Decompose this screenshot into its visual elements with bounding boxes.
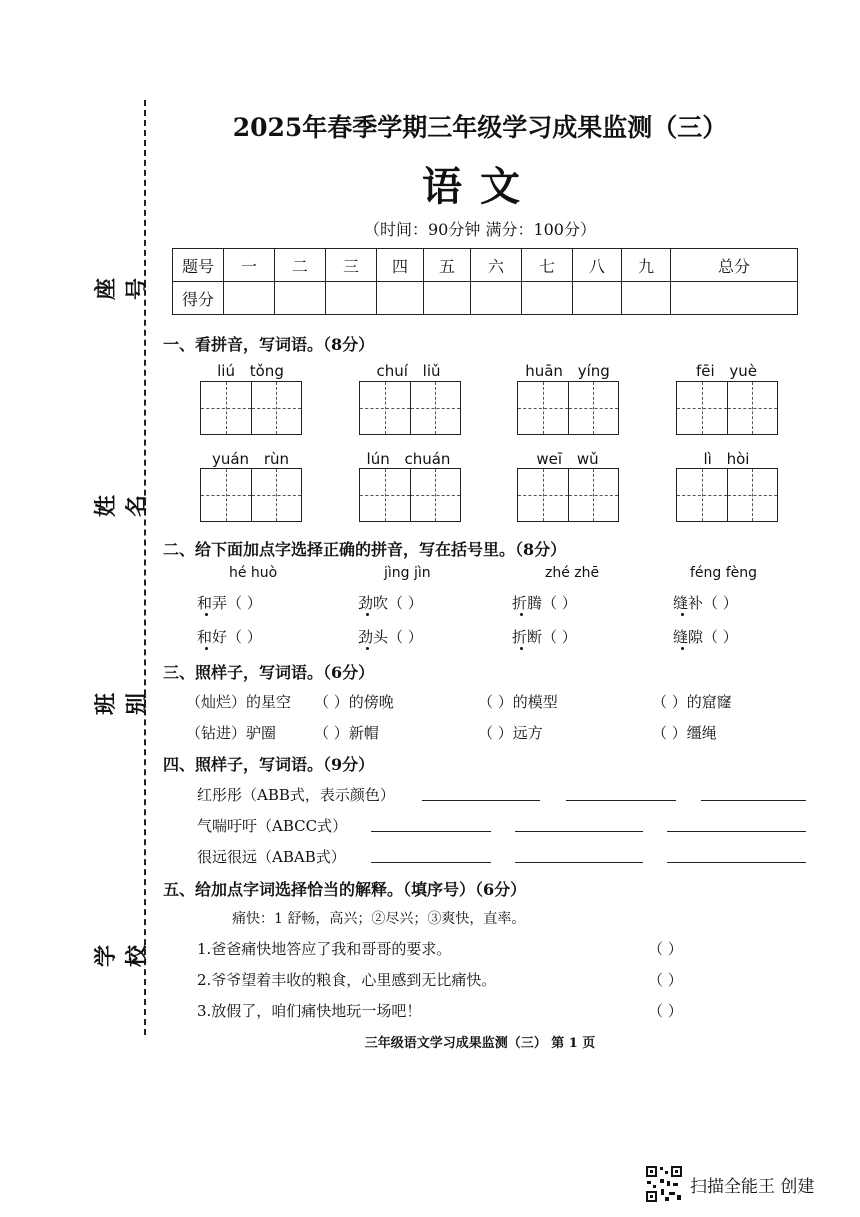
score-cell[interactable] bbox=[424, 282, 471, 315]
score-header-cell: 题号 bbox=[173, 249, 224, 282]
answer-line[interactable] bbox=[371, 831, 491, 832]
score-cell[interactable] bbox=[224, 282, 275, 315]
section-3-title: 三、照样子，写词语。（6分） bbox=[163, 663, 375, 682]
pinyin-prompt: fēi yuè bbox=[695, 362, 758, 380]
pinyin-prompt: lì hòi bbox=[703, 450, 750, 468]
emphasis-dot bbox=[681, 613, 684, 616]
answer-line[interactable] bbox=[566, 800, 676, 801]
score-cell[interactable] bbox=[522, 282, 573, 315]
qr-code-icon bbox=[645, 1165, 683, 1203]
score-table bbox=[172, 248, 798, 315]
score-cell[interactable] bbox=[573, 282, 622, 315]
answer-line[interactable] bbox=[515, 862, 643, 863]
writing-grid[interactable] bbox=[359, 381, 461, 435]
answer-line[interactable] bbox=[667, 831, 806, 832]
pinyin-question: 劲头（ ） bbox=[358, 628, 423, 646]
score-cell[interactable] bbox=[275, 282, 326, 315]
score-cell[interactable] bbox=[671, 282, 798, 315]
pinyin-prompt: chuí liǔ bbox=[376, 362, 441, 380]
score-header-cell: 总分 bbox=[671, 249, 798, 282]
score-header-cell: 七 bbox=[522, 249, 573, 282]
phrase-blank[interactable]: （ ）远方 bbox=[478, 724, 543, 742]
section-1-title: 一、看拼音，写词语。（8分） bbox=[163, 335, 375, 354]
pinyin-question: 劲吹（ ） bbox=[358, 594, 423, 612]
pinyin-options: féng fèng bbox=[690, 565, 758, 581]
writing-grid[interactable] bbox=[676, 381, 778, 435]
pinyin-options: hé huò bbox=[229, 565, 278, 581]
page-footer: 三年级语文学习成果监测（三） 第 1 页 bbox=[364, 1036, 596, 1051]
score-table-header-row bbox=[173, 249, 798, 282]
subject-title: 语文 bbox=[422, 163, 538, 210]
section-4-title: 四、照样子，写词语。（9分） bbox=[163, 755, 375, 774]
scanner-watermark: 扫描全能王 创建 bbox=[690, 1177, 815, 1197]
binding-dashed-line bbox=[144, 100, 146, 1035]
emphasis-dot bbox=[366, 647, 369, 650]
exam-title: 2025年春季学期三年级学习成果监测（三） bbox=[232, 113, 728, 142]
pinyin-question: 和好（ ） bbox=[197, 628, 262, 646]
score-header-cell: 八 bbox=[573, 249, 622, 282]
definition-list: 痛快：1 舒畅，高兴；②尽兴；③爽快，直率。 bbox=[232, 911, 526, 927]
writing-grid[interactable] bbox=[200, 381, 302, 435]
pinyin-prompt: lún chuán bbox=[366, 450, 451, 468]
writing-grid[interactable] bbox=[517, 381, 619, 435]
pinyin-question: 折腾（ ） bbox=[512, 594, 577, 612]
pinyin-prompt: yuán rùn bbox=[211, 450, 290, 468]
writing-grid[interactable] bbox=[359, 468, 461, 522]
score-table-score-row bbox=[173, 282, 798, 315]
phrase-blank[interactable]: （ ）的傍晚 bbox=[314, 693, 394, 711]
score-cell[interactable] bbox=[622, 282, 671, 315]
score-header-cell: 六 bbox=[471, 249, 522, 282]
score-cell[interactable] bbox=[377, 282, 424, 315]
pinyin-question: 缝补（ ） bbox=[673, 594, 738, 612]
sentence-question: 1.爸爸痛快地答应了我和哥哥的要求。 bbox=[197, 940, 452, 958]
emphasis-dot bbox=[366, 613, 369, 616]
answer-line[interactable] bbox=[422, 800, 540, 801]
emphasis-dot bbox=[205, 613, 208, 616]
pinyin-question: 和弄（ ） bbox=[197, 594, 262, 612]
pinyin-prompt: weī wǔ bbox=[536, 450, 599, 468]
word-pattern-prompt: 气喘吁吁（ABCC式） bbox=[197, 817, 348, 835]
writing-grid[interactable] bbox=[517, 468, 619, 522]
phrase-blank[interactable]: （ ）的窟窿 bbox=[652, 693, 732, 711]
answer-blank[interactable]: （ ） bbox=[648, 1002, 683, 1020]
answer-line[interactable] bbox=[371, 862, 491, 863]
side-label-school: 学校 bbox=[93, 945, 150, 968]
sentence-question: 2.爷爷望着丰收的粮食，心里感到无比痛快。 bbox=[197, 971, 497, 989]
pinyin-prompt: huān yíng bbox=[525, 362, 610, 380]
answer-line[interactable] bbox=[515, 831, 643, 832]
answer-blank[interactable]: （ ） bbox=[648, 940, 683, 958]
emphasis-dot bbox=[520, 647, 523, 650]
side-label-class: 班别 bbox=[93, 693, 150, 716]
sentence-question: 3.放假了，咱们痛快地玩一场吧！ bbox=[197, 1002, 422, 1020]
word-pattern-prompt: 红彤彤（ABB式，表示颜色） bbox=[197, 786, 395, 804]
emphasis-dot bbox=[681, 647, 684, 650]
pinyin-options: zhé zhē bbox=[545, 565, 600, 581]
phrase-example: （钻进）驴圈 bbox=[186, 724, 277, 742]
pinyin-question: 缝隙（ ） bbox=[673, 628, 738, 646]
answer-line[interactable] bbox=[701, 800, 806, 801]
score-row-label: 得分 bbox=[173, 282, 224, 315]
score-header-cell: 五 bbox=[424, 249, 471, 282]
pinyin-options: jìng jìn bbox=[384, 565, 431, 581]
score-header-cell: 三 bbox=[326, 249, 377, 282]
score-header-cell: 一 bbox=[224, 249, 275, 282]
phrase-blank[interactable]: （ ）新帽 bbox=[314, 724, 379, 742]
score-cell[interactable] bbox=[471, 282, 522, 315]
section-5-title: 五、给加点字词选择恰当的解释。（填序号）（6分） bbox=[163, 880, 527, 899]
side-label-name: 姓名 bbox=[93, 495, 150, 518]
emphasis-dot bbox=[520, 613, 523, 616]
section-2-title: 二、给下面加点字选择正确的拼音，写在括号里。（8分） bbox=[163, 540, 567, 559]
phrase-blank[interactable]: （ ）缰绳 bbox=[652, 724, 717, 742]
score-cell[interactable] bbox=[326, 282, 377, 315]
answer-blank[interactable]: （ ） bbox=[648, 971, 683, 989]
side-label-seat: 座号 bbox=[93, 278, 150, 301]
emphasis-dot bbox=[205, 647, 208, 650]
pinyin-prompt: liú tǒng bbox=[217, 362, 284, 380]
phrase-blank[interactable]: （ ）的模型 bbox=[478, 693, 558, 711]
writing-grid[interactable] bbox=[200, 468, 302, 522]
score-header-cell: 二 bbox=[275, 249, 326, 282]
score-header-cell: 四 bbox=[377, 249, 424, 282]
writing-grid[interactable] bbox=[676, 468, 778, 522]
answer-line[interactable] bbox=[667, 862, 806, 863]
word-pattern-prompt: 很远很远（ABAB式） bbox=[197, 848, 346, 866]
score-header-cell: 九 bbox=[622, 249, 671, 282]
pinyin-question: 折断（ ） bbox=[512, 628, 577, 646]
exam-info: （时间：90分钟 满分：100分） bbox=[364, 220, 596, 239]
phrase-example: （灿烂）的星空 bbox=[186, 693, 292, 711]
